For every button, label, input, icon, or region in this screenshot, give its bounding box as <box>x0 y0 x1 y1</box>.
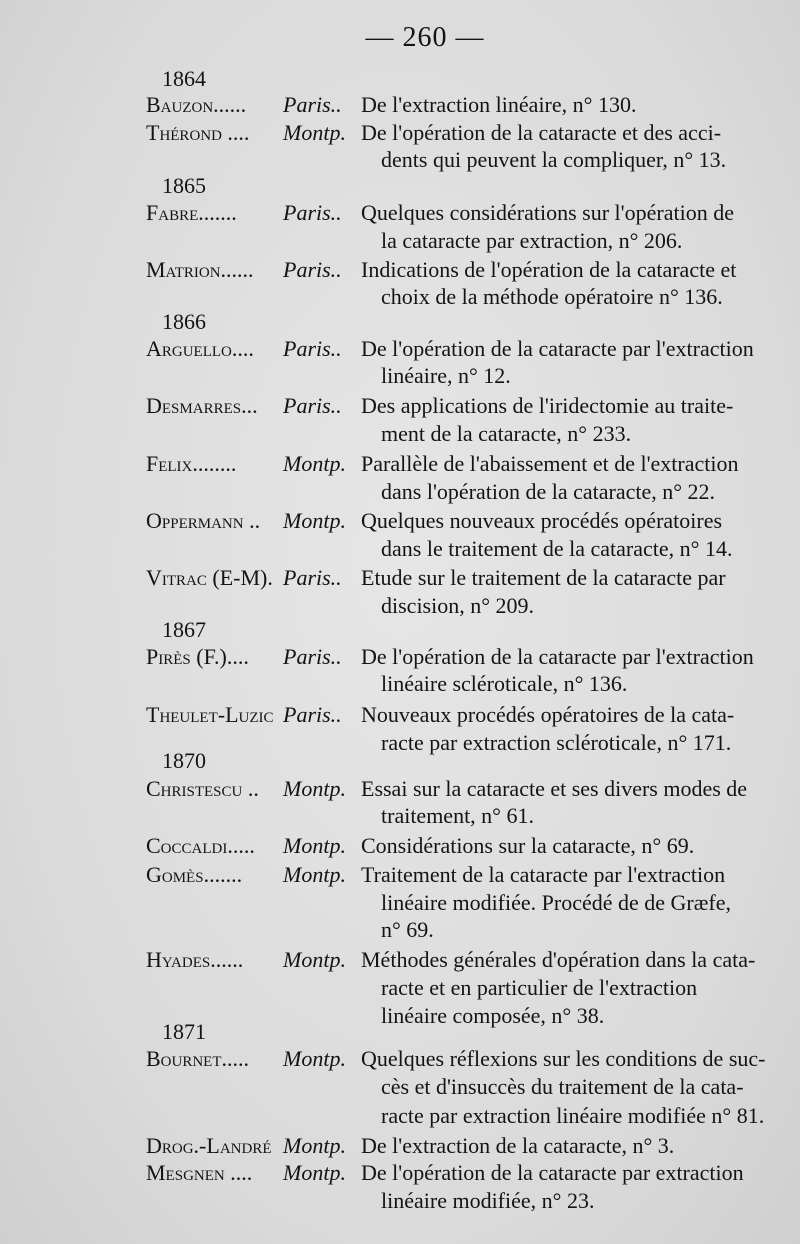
entry-title: Quelques considérations sur l'opération de <box>361 200 734 225</box>
entry-title: Méthodes générales d'opération dans la cata- <box>361 947 756 972</box>
entry-title: De l'opération de la cataracte et des acci- <box>361 120 722 145</box>
entry-title: Quelques réflexions sur les conditions de suc- <box>361 1046 766 1071</box>
entry-title-cont: linéaire modifiée, n° 23. <box>381 1188 595 1213</box>
entry-city: Montp. <box>283 508 346 533</box>
entry-title-cont: dans le traitement de la cataracte, n° 14. <box>381 536 733 561</box>
entry-city: Montp. <box>283 451 346 476</box>
page-number: — 260 — <box>365 22 485 53</box>
entry-title: Traitement de la cataracte par l'extraction <box>361 862 726 887</box>
entry-title: Quelques nouveaux procédés opératoires <box>361 508 723 533</box>
entry-author: Bauzon...... <box>146 92 247 117</box>
entry-title-cont: choix de la méthode opératoire n° 136. <box>381 284 723 309</box>
year-heading: 1864 <box>162 66 206 91</box>
entry-author: Arguello.... <box>146 336 254 361</box>
entry-city: Montp. <box>283 120 346 145</box>
entry-title: De l'opération de la cataracte par l'extraction <box>361 336 754 361</box>
entry-author: Vitrac (E-M). <box>146 565 273 590</box>
entry-author: Oppermann .. <box>146 508 261 533</box>
entry-author: Mesgnen .... <box>146 1160 253 1185</box>
entry-title-cont: cès et d'insuccès du traitement de la cata- <box>381 1074 744 1099</box>
entry-city: Montp. <box>283 1133 346 1158</box>
entry-city: Paris.. <box>283 200 342 225</box>
year-heading: 1867 <box>162 617 206 642</box>
entry-city: Paris.. <box>283 702 342 727</box>
entry-title-cont: discision, n° 209. <box>381 593 535 618</box>
entry-author: Thérond .... <box>146 120 250 145</box>
year-heading: 1871 <box>162 1019 206 1044</box>
entry-title: Indications de l'opération de la cataracte et <box>361 257 737 282</box>
entry-city: Montp. <box>283 776 346 801</box>
entry-city: Paris.. <box>283 257 342 282</box>
year-heading: 1866 <box>162 309 206 334</box>
entry-city: Montp. <box>283 833 346 858</box>
entry-author: Fabre....... <box>146 200 237 225</box>
entry-title: De l'opération de la cataracte par extraction <box>361 1160 744 1185</box>
entry-title-cont: dans l'opération de la cataracte, n° 22. <box>381 479 716 504</box>
entry-title: De l'opération de la cataracte par l'extraction <box>361 644 754 669</box>
entry-city: Paris.. <box>283 644 342 669</box>
entry-title-cont: linéaire modifiée. Procédé de de Græfe, <box>381 890 732 915</box>
entry-author: Christescu .. <box>146 776 259 801</box>
entry-title: Considérations sur la cataracte, n° 69. <box>361 833 695 858</box>
entry-city: Paris.. <box>283 393 342 418</box>
entry-city: Paris.. <box>283 92 342 117</box>
entry-title: De l'extraction de la cataracte, n° 3. <box>361 1133 675 1158</box>
entry-title-cont: linéaire, n° 12. <box>381 363 511 388</box>
entry-city: Montp. <box>283 1046 346 1071</box>
entry-author: Matrion...... <box>146 257 254 282</box>
entry-author: Hyades...... <box>146 947 244 972</box>
entry-title: De l'extraction linéaire, n° 130. <box>361 92 637 117</box>
entry-title: Etude sur le traitement de la cataracte par <box>361 565 726 590</box>
entry-title: Des applications de l'iridectomie au traite- <box>361 393 734 418</box>
entry-city: Montp. <box>283 1160 346 1185</box>
entry-title-cont: linéaire composée, n° 38. <box>381 1003 605 1028</box>
entry-author: Bournet..... <box>146 1046 250 1071</box>
entry-city: Montp. <box>283 947 346 972</box>
entry-title: Essai sur la cataracte et ses divers modes de <box>361 776 748 801</box>
entry-author: Coccaldi..... <box>146 833 255 858</box>
entry-title-cont: ment de la cataracte, n° 233. <box>381 421 632 446</box>
entry-city: Montp. <box>283 862 346 887</box>
entry-title-cont: traitement, n° 61. <box>381 803 534 828</box>
entry-title-cont: dents qui peuvent la compliquer, n° 13. <box>381 147 727 172</box>
entry-author: Felix........ <box>146 451 237 476</box>
entry-title-cont: linéaire scléroticale, n° 136. <box>381 671 628 696</box>
year-heading: 1870 <box>162 748 206 773</box>
entry-author: Theulet-Luzic <box>146 702 274 727</box>
entry-title-cont: la cataracte par extraction, n° 206. <box>381 228 683 253</box>
entry-city: Paris.. <box>283 336 342 361</box>
entry-author: Drog.-Landré <box>146 1133 272 1158</box>
entry-author: Pirès (F.).... <box>146 644 249 669</box>
entry-city: Paris.. <box>283 565 342 590</box>
entry-title: Parallèle de l'abaissement et de l'extraction <box>361 451 739 476</box>
entry-title-cont: n° 69. <box>381 917 434 942</box>
year-heading: 1865 <box>162 173 206 198</box>
entry-title: Nouveaux procédés opératoires de la cata- <box>361 702 735 727</box>
entry-title-cont: racte par extraction scléroticale, n° 171. <box>381 730 732 755</box>
entry-author: Gomès....... <box>146 862 243 887</box>
entry-title-cont: racte et en particulier de l'extraction <box>381 975 698 1000</box>
entry-author: Desmarres... <box>146 393 258 418</box>
entry-title-cont: racte par extraction linéaire modifiée n° 81. <box>381 1103 765 1128</box>
